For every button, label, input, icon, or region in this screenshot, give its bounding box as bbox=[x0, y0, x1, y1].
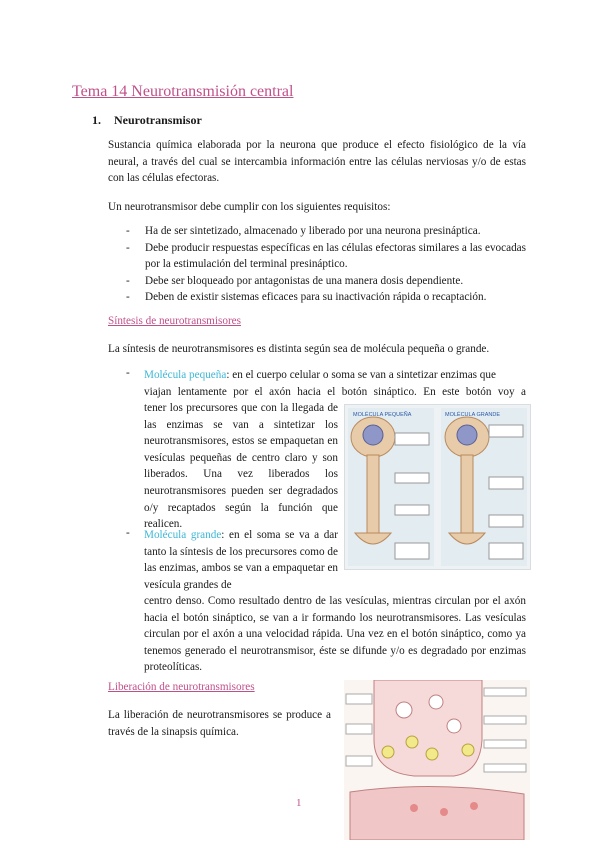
list-item: - Debe ser bloqueado por antagonistas de una manera dosis dependiente. bbox=[126, 273, 526, 290]
synthesis-heading: Síntesis de neurotransmisores bbox=[108, 315, 241, 327]
synthesis-figure bbox=[344, 404, 531, 570]
small-molecule-text: tener los precursores que con la llegada de las enzimas se van a sintetizar los neurotransmisores, estos se empaquetan en vesículas pequeñas de centro claro y son liberados. Una vez liberados los neurotransmisores pueden ser degradados o/y recaptados según la función que realicen. bbox=[144, 402, 338, 531]
large-molecule-term: Molécula grande bbox=[144, 529, 222, 541]
page-title: Tema 14 Neurotransmisión central bbox=[72, 83, 294, 100]
section-number: 1. bbox=[92, 113, 101, 127]
small-molecule-line2: viajan lentamente por el axón hacia el botón sináptico. En este botón voy a bbox=[144, 386, 526, 398]
page-number: 1 bbox=[296, 797, 302, 809]
synthesis-intro: La síntesis de neurotransmisores es distinta según sea de molécula pequeña o grande. bbox=[108, 343, 490, 355]
bullet-dash: - bbox=[126, 527, 130, 539]
list-item: - Deben de existir sistemas eficaces para su inactivación rápida o recaptación. bbox=[126, 289, 526, 306]
section-title: Neurotransmisor bbox=[114, 113, 202, 127]
synapse-figure bbox=[344, 680, 530, 840]
requirements-intro: Un neurotransmisor debe cumplir con los siguientes requisitos: bbox=[108, 201, 391, 213]
section-heading bbox=[92, 113, 202, 128]
release-text: La liberación de neurotransmisores se produce a través de la sinapsis química. bbox=[108, 709, 331, 738]
list-item: - Ha de ser sintetizado, almacenado y liberado por una neurona presináptica. bbox=[126, 223, 526, 240]
small-molecule-term: Molécula pequeña bbox=[144, 369, 227, 381]
list-item: - Debe producir respuestas específicas en las células efectoras similares a las evocadas por la estimulación del terminal presináptico. bbox=[126, 240, 526, 273]
bullet-dash: - bbox=[126, 367, 130, 379]
large-molecule-continued: centro denso. Como resultado dentro de las vesículas, mientras circulan por el axón hacia el botón sináptico, se van a ir formando los neurotransmisores. Las vesículas circulan por el axón a una velocidad rápida. Una vez en el botón sináptico, como ya tenemos generado el neurotransmisor, éste se difunde y/o es degradado por enzimas proteolíticas. bbox=[144, 595, 526, 674]
figure-label-small: MOLÉCULA PEQUEÑA bbox=[353, 412, 412, 418]
synapse-illustration bbox=[344, 680, 530, 840]
synthesis-illustration bbox=[345, 405, 530, 569]
large-molecule-text: Molécula grande: en el soma se va a dar tanto la síntesis de los precursores como de las enzimas, ambos se van a empaquetar en vesícula grandes de bbox=[144, 529, 338, 591]
requirements-list bbox=[126, 223, 526, 306]
small-molecule-line1: Molécula pequeña: en el cuerpo celular o soma se van a sintetizar enzimas que bbox=[144, 369, 496, 381]
definition-paragraph: Sustancia química elaborada por la neurona que produce el efecto fisiológico de la vía neural, a través del cual se intercambia información entre las células nerviosas y/o de estas con las células efectoras. bbox=[108, 139, 526, 185]
figure-label-large: MOLÉCULA GRANDE bbox=[445, 412, 501, 418]
release-heading: Liberación de neurotransmisores bbox=[108, 681, 255, 693]
